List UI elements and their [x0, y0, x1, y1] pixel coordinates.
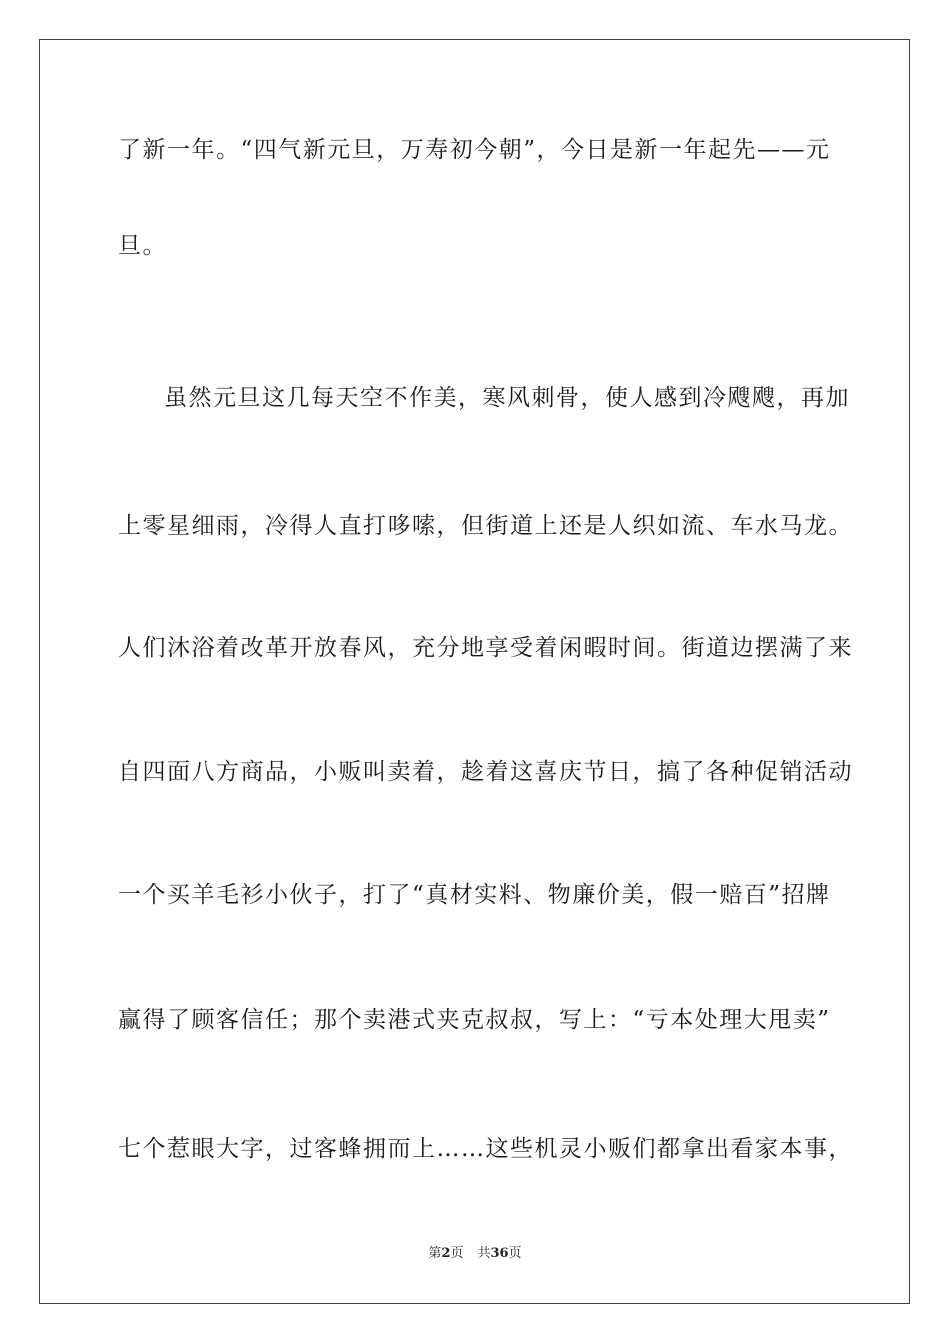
total-prefix: 共 [477, 1246, 491, 1261]
text-line: 自四面八方商品，小贩叫卖着，趁着这喜庆节日，搞了各种促销活动 [118, 759, 853, 785]
text-line: 旦。 [118, 233, 167, 259]
text-line: 人们沐浴着改革开放春风，充分地享受着闲暇时间。街道边摆满了来 [118, 635, 853, 661]
text-line: 赢得了顾客信任；那个卖港式夹克叔叔，写上：“亏本处理大甩卖” [118, 1007, 831, 1033]
page-prefix: 第 [428, 1246, 442, 1261]
page-border [39, 39, 910, 1304]
page-footer [0, 1245, 950, 1263]
total-pages: 36 [490, 1246, 509, 1261]
text-line: 了新一年。“四气新元旦，万寿初今朝”，今日是新一年起先——元 [118, 137, 831, 163]
text-line: 七个惹眼大字，过客蜂拥而上……这些机灵小贩们都拿出看家本事， [118, 1136, 853, 1162]
page-number: 2 [441, 1246, 451, 1261]
page-suffix: 页 [450, 1246, 464, 1261]
text-line: 上零星细雨，冷得人直打哆嗦，但街道上还是人织如流、车水马龙。 [118, 513, 853, 539]
text-line: 一个买羊毛衫小伙子，打了“真材实料、物廉价美，假一赔百”招牌 [118, 882, 831, 908]
total-suffix: 页 [508, 1246, 522, 1261]
paragraph-first-line: 虽然元旦这几每天空不作美，寒风刺骨，使人感到冷飕飕，再加 [164, 385, 850, 411]
